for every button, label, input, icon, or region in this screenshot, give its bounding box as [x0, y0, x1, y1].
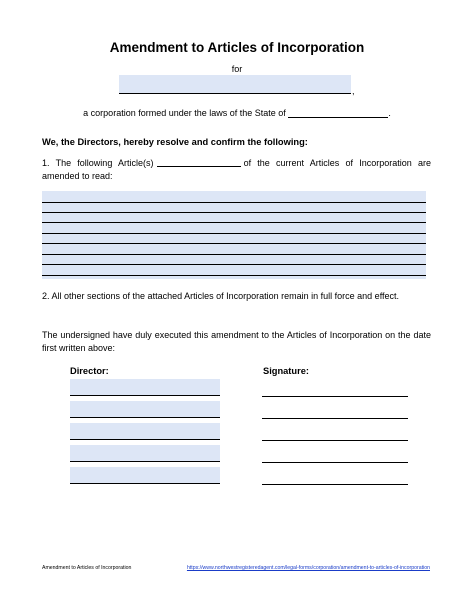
text-line — [42, 212, 426, 213]
state-period: . — [388, 108, 391, 118]
state-line — [0, 108, 474, 118]
signature-line-2[interactable] — [262, 418, 408, 419]
text-line — [42, 275, 426, 276]
articles-number-field[interactable] — [157, 158, 241, 167]
item-1-paragraph — [42, 157, 431, 183]
director-field-5[interactable] — [70, 467, 220, 484]
text-line — [42, 254, 426, 255]
state-text: a corporation formed under the laws of the State of — [83, 108, 286, 118]
text-line — [42, 233, 426, 234]
footer-title: Amendment to Articles of Incorporation — [42, 565, 132, 571]
signature-line-4[interactable] — [262, 462, 408, 463]
item-1-text-end: of the current Articles of Incorporation are amended to read: — [42, 158, 431, 181]
executed-paragraph: The undersigned have duly executed this amendment to the Articles of Incorporation on the date first written above: — [42, 330, 431, 353]
signature-line-5[interactable] — [262, 484, 408, 485]
item-2-paragraph: 2. All other sections of the attached Articles of Incorporation remain in full force and effect. — [42, 291, 400, 301]
director-field-3[interactable] — [70, 423, 220, 440]
director-field-4[interactable] — [70, 445, 220, 462]
director-field-2[interactable] — [70, 401, 220, 418]
corporation-name-field-1[interactable] — [119, 75, 351, 94]
director-label: Director: — [70, 366, 109, 376]
footer-link[interactable]: https://www.northwestregisteredagent.com/legal-forms/corporation/amendment-to-articles-of-incorporation — [186, 565, 430, 571]
state-field[interactable] — [288, 108, 388, 118]
signature-line-3[interactable] — [262, 440, 408, 441]
for-label: for — [231, 64, 243, 74]
document-title: Amendment to Articles of Incorporation — [109, 40, 365, 55]
comma: , — [352, 86, 355, 96]
text-line — [42, 243, 426, 244]
signature-line-1[interactable] — [262, 396, 408, 397]
signature-label: Signature: — [263, 366, 309, 376]
text-line — [42, 264, 426, 265]
amendment-text-field[interactable] — [42, 191, 426, 279]
item-1-text-start: 1. The following Article(s) — [42, 158, 154, 168]
text-line — [42, 222, 426, 223]
director-field-1[interactable] — [70, 379, 220, 396]
directors-heading: We, the Directors, hereby resolve and confirm the following: — [42, 137, 308, 147]
text-line — [42, 202, 426, 203]
